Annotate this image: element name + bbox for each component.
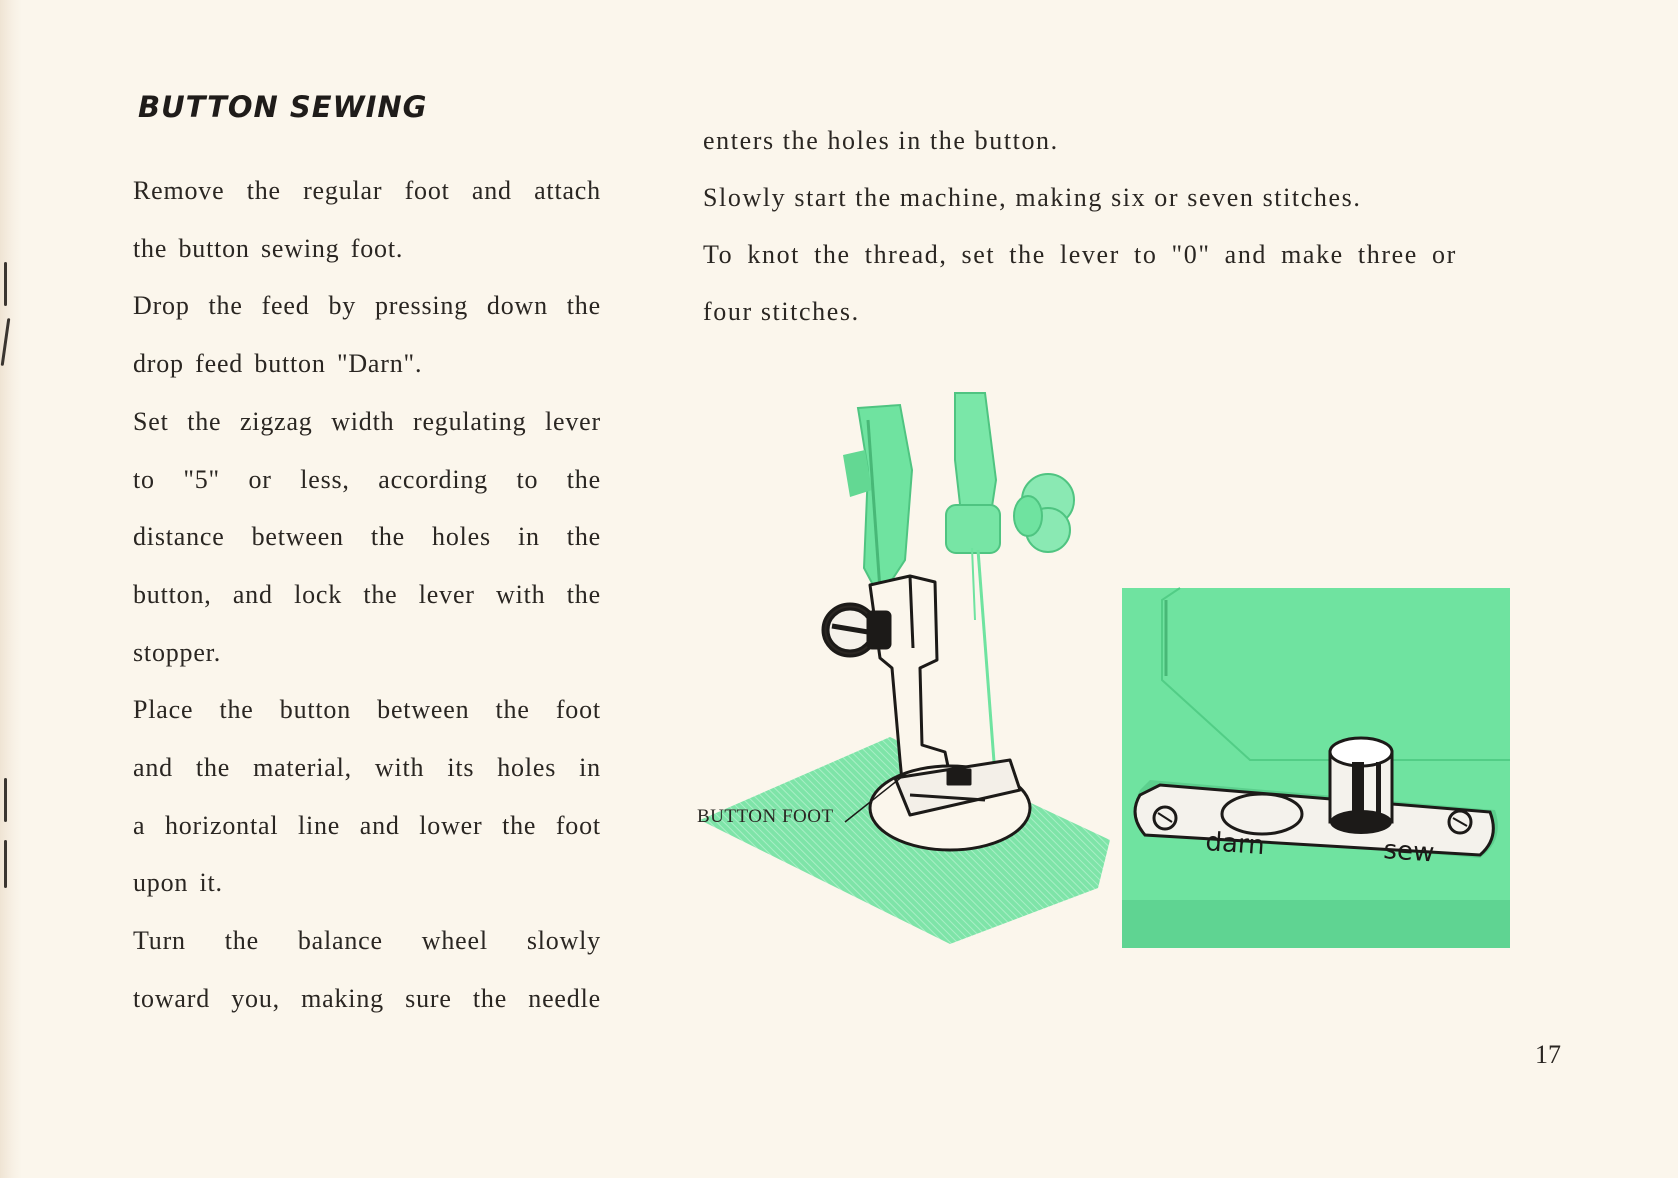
plate-label-sew: sew — [1382, 835, 1436, 869]
left-text-line: upon it. — [133, 868, 223, 898]
right-text-line: enters the holes in the button. — [703, 126, 1059, 155]
page-number: 17 — [1535, 1040, 1561, 1069]
left-text-line: and the material, with its holes in — [133, 753, 601, 783]
left-text-line: Drop the feed by pressing down the — [133, 291, 601, 321]
left-text-line: Place the button between the foot — [133, 695, 601, 725]
button-foot-callout-label: BUTTON FOOT — [697, 806, 834, 827]
left-text-line: a horizontal line and lower the foot — [133, 810, 601, 840]
section-heading: BUTTON SEWING — [138, 90, 428, 124]
left-text-line: stopper. — [133, 637, 222, 667]
plate-label-darn: darn — [1204, 827, 1266, 862]
presser-bar — [843, 405, 912, 598]
left-text-line: the button sewing foot. — [133, 233, 404, 263]
left-text-line: toward you, making sure the needle — [133, 983, 601, 1013]
left-text-line: to "5" or less, according to the — [133, 464, 601, 494]
darn-sew-button-panel — [1122, 588, 1510, 948]
left-text-line: Set the zigzag width regulating lever — [133, 406, 601, 436]
left-text-line: Remove the regular foot and attach — [133, 176, 601, 205]
left-text-line: drop feed button "Darn". — [133, 349, 423, 379]
left-text-line: distance between the holes in the — [133, 522, 601, 552]
right-text-line: Slowly start the machine, making six or seven stitches. — [703, 183, 1362, 212]
left-text-line: button, and lock the lever with the — [133, 579, 601, 609]
left-text-line: Turn the balance wheel slowly — [133, 926, 601, 956]
right-text-line: To knot the thread, set the lever to "0" and make three or — [703, 240, 1457, 269]
needle-bar — [946, 393, 1074, 775]
right-text-line: four stitches. — [703, 297, 860, 326]
